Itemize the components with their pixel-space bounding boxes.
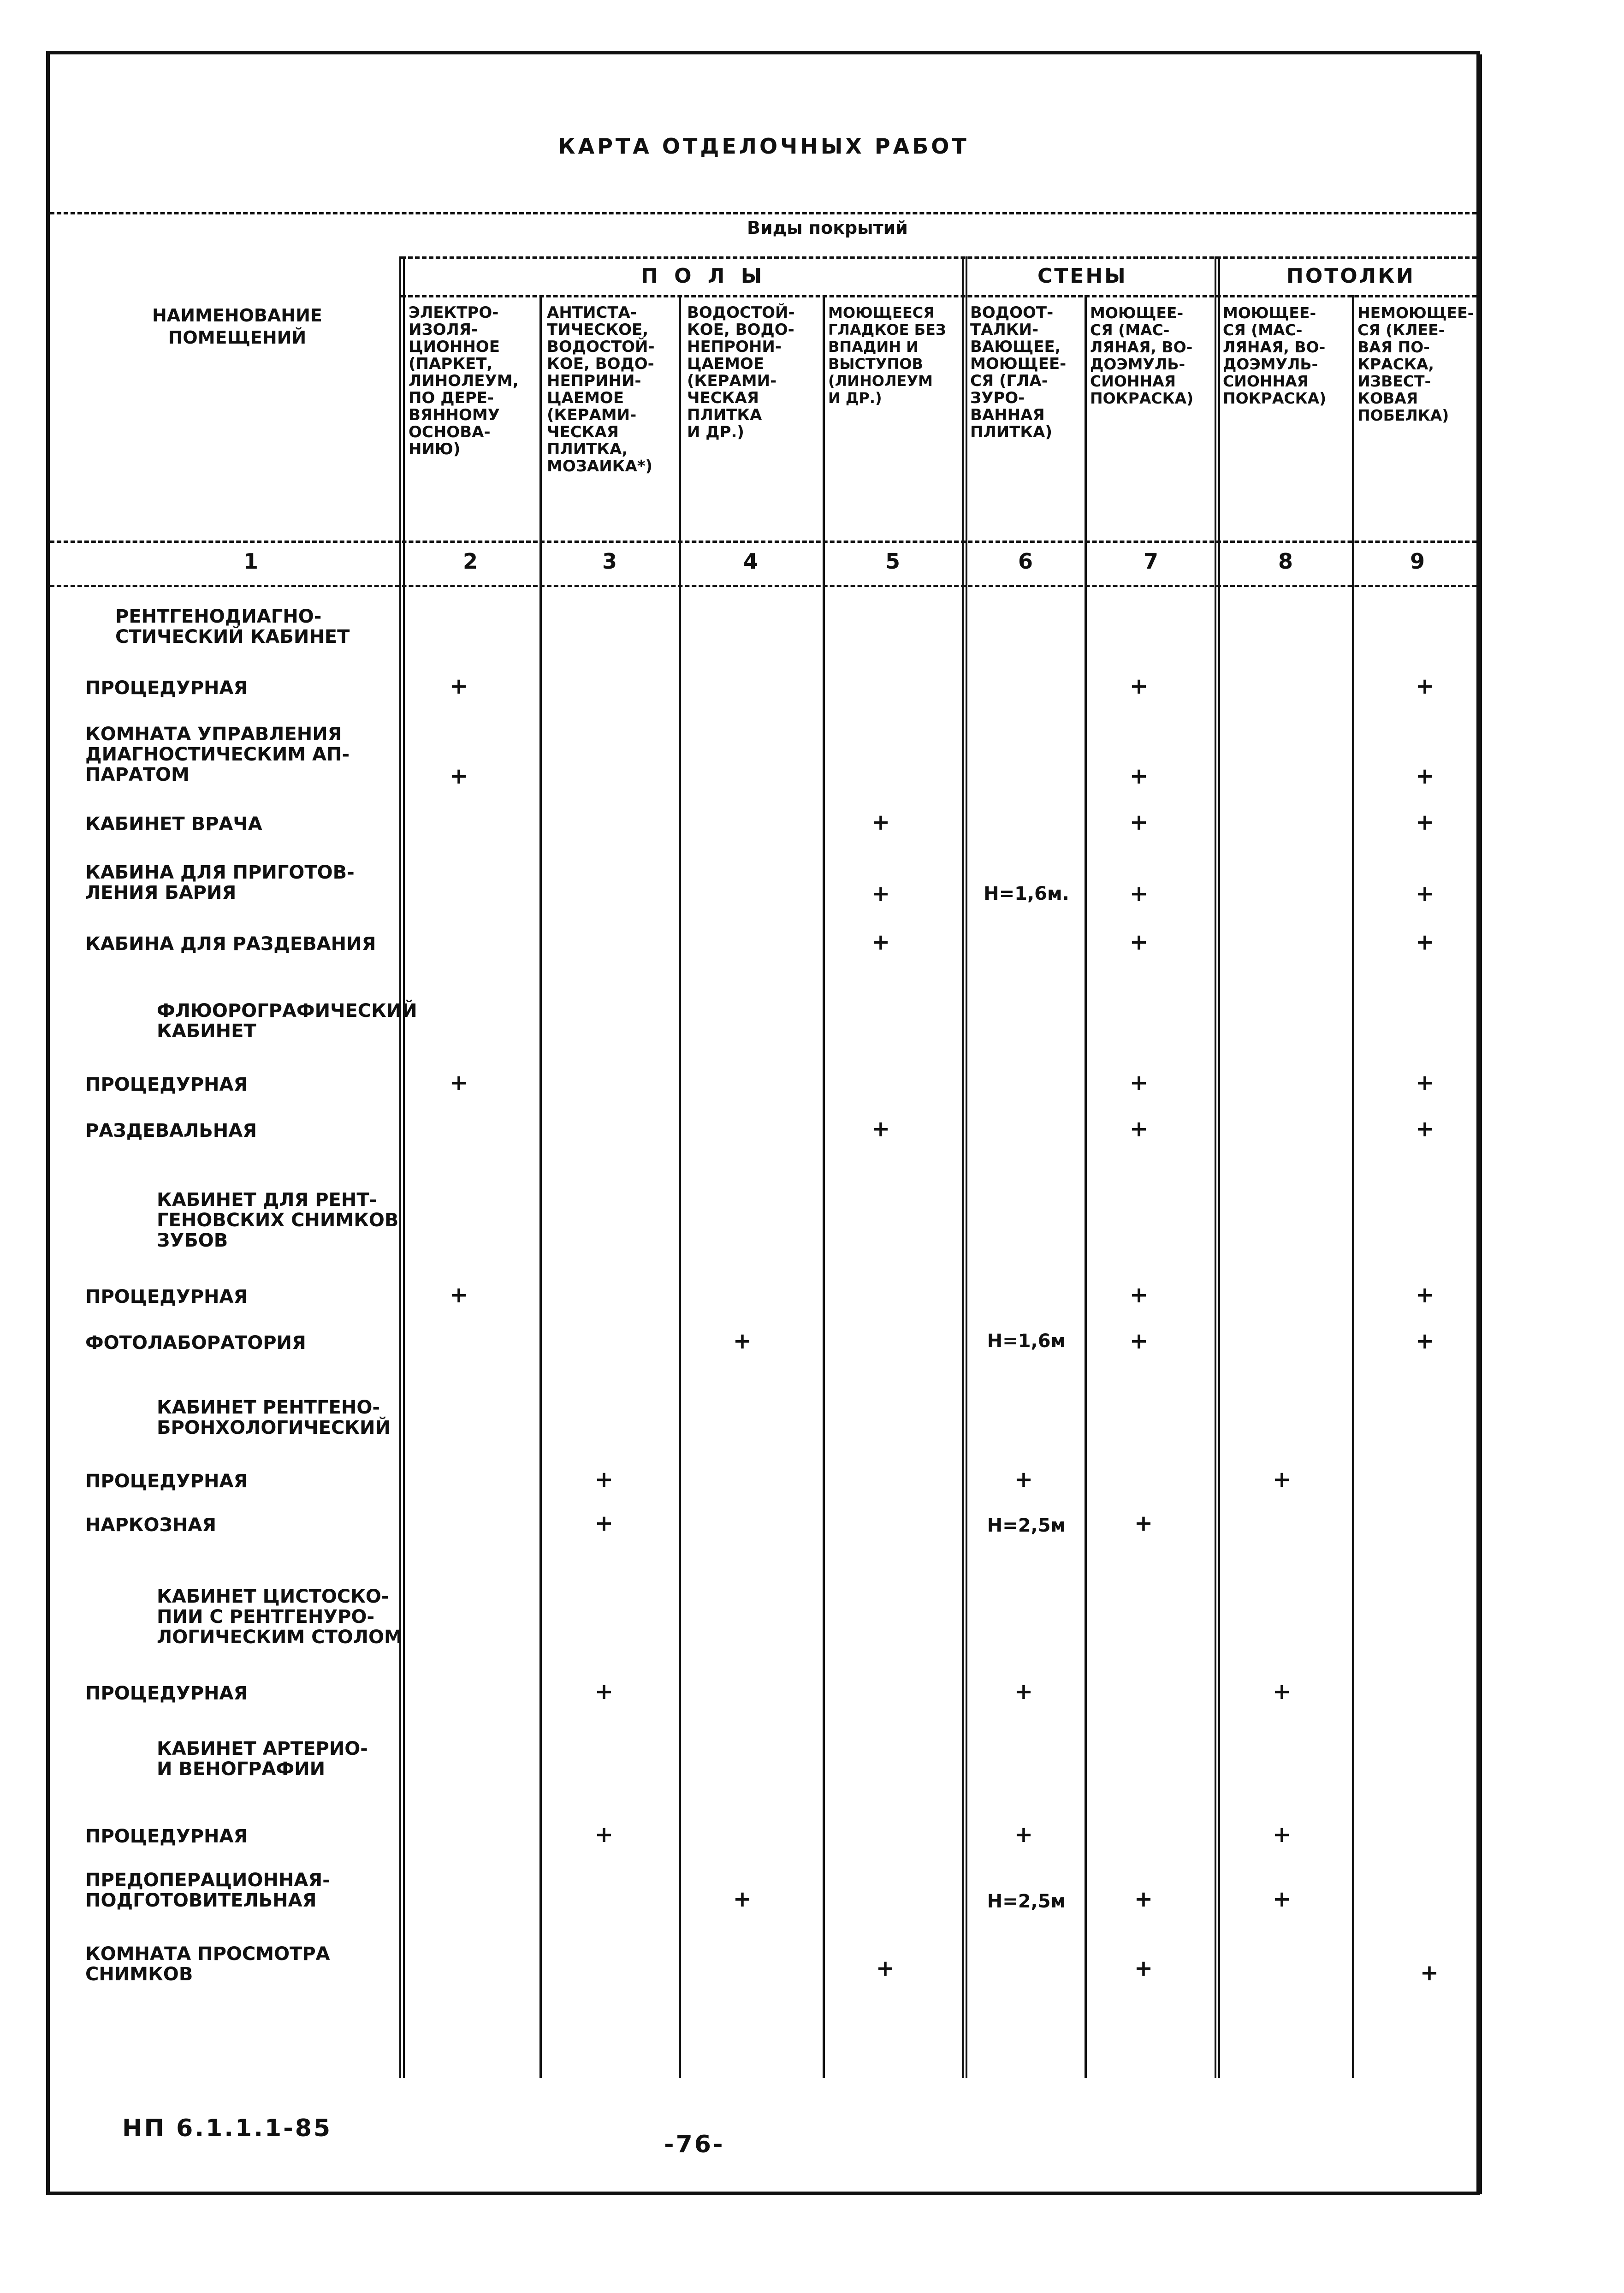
rule-subgroup — [401, 295, 1476, 297]
ceilings-header: ПОТОЛКИ — [1286, 264, 1415, 288]
col-header-8: МОЮЩЕЕ- СЯ (МАС- ЛЯНАЯ, ВО- ДОЭМУЛЬ- СИОННАЯ ПОКРАСКА) — [1223, 304, 1327, 407]
document-title: КАРТА ОТДЕЛОЧНЫХ РАБОТ — [558, 134, 969, 159]
mark: + — [733, 1886, 752, 1912]
col-divider-7 — [1215, 256, 1220, 2078]
height-note: Н=2,5м — [987, 1515, 1066, 1536]
mark: + — [1134, 1510, 1153, 1536]
col-divider-2 — [539, 295, 542, 2078]
mark: + — [1272, 1679, 1292, 1705]
mark: + — [733, 1328, 752, 1354]
mark: + — [871, 809, 890, 835]
col-divider-5 — [962, 256, 967, 2078]
col-number-6: 6 — [1018, 549, 1033, 574]
col-number-9: 9 — [1410, 549, 1425, 574]
col-divider-8 — [1352, 295, 1354, 2078]
mark: + — [1014, 1822, 1033, 1847]
col-header-5: МОЮЩЕЕСЯ ГЛАДКОЕ БЕЗ ВПАДИН И ВЫСТУПОВ (ЛИНОЛЕУМ И ДР.) — [828, 304, 946, 407]
mark: + — [876, 1955, 895, 1981]
col-divider-1 — [399, 256, 405, 2078]
floors-header: П О Л Ы — [641, 264, 767, 288]
mark: + — [594, 1467, 614, 1492]
section-heading: РЕНТГЕНОДИАГНО- СТИЧЕСКИЙ КАБИНЕТ — [115, 606, 350, 648]
mark: + — [1129, 763, 1149, 789]
mark: + — [1134, 1886, 1153, 1912]
room-name: ПРОЦЕДУРНАЯ — [85, 677, 248, 699]
col-divider-6 — [1085, 295, 1087, 2078]
section-heading: КАБИНЕТ РЕНТГЕНО- БРОНХОЛОГИЧЕСКИЙ — [157, 1397, 391, 1438]
col-header-3: АНТИСТА- ТИЧЕСКОЕ, ВОДОСТОЙ- КОЕ, ВОДО- НЕПРИНИ- ЦАЕМОЕ (КЕРАМИ- ЧЕСКАЯ ПЛИТКА, МОЗАИКА*) — [547, 303, 655, 475]
height-note: Н=2,5м — [987, 1891, 1066, 1912]
mark: + — [1272, 1822, 1292, 1847]
mark: + — [1272, 1467, 1292, 1492]
section-heading: КАБИНЕТ АРТЕРИО- И ВЕНОГРАФИИ — [157, 1738, 368, 1780]
room-name: КАБИНА ДЛЯ РАЗДЕВАНИЯ — [85, 933, 376, 955]
room-name: РАЗДЕВАЛЬНАЯ — [85, 1120, 257, 1141]
rule-header — [50, 541, 1476, 543]
room-name: НАРКОЗНАЯ — [85, 1515, 217, 1536]
col-number-7: 7 — [1143, 549, 1158, 574]
col-divider-3 — [679, 295, 681, 2078]
rule-group — [401, 256, 1476, 259]
mark: + — [1014, 1467, 1033, 1492]
height-note: Н=1,6м — [987, 1331, 1066, 1352]
mark: + — [1415, 809, 1434, 835]
room-name: ПРОЦЕДУРНАЯ — [85, 1471, 248, 1492]
mark: + — [1129, 929, 1149, 955]
mark: + — [449, 1282, 468, 1308]
height-note: Н=1,6м. — [984, 883, 1069, 904]
mark: + — [1129, 1328, 1149, 1354]
room-name: ПРОЦЕДУРНАЯ — [85, 1826, 248, 1847]
col-number-2: 2 — [462, 549, 478, 574]
room-name: КАБИНЕТ ВРАЧА — [85, 814, 262, 835]
mark: + — [449, 1070, 468, 1096]
col-header-4: ВОДОСТОЙ- КОЕ, ВОДО- НЕПРОНИ- ЦАЕМОЕ (КЕРАМИ- ЧЕСКАЯ ПЛИТКА И ДР.) — [687, 303, 795, 441]
col-number-1: 1 — [243, 549, 258, 574]
mark: + — [871, 929, 890, 955]
rule-title — [50, 212, 1476, 214]
mark: + — [1134, 1955, 1153, 1981]
room-name: ПРЕДОПЕРАЦИОННАЯ- ПОДГОТОВИТЕЛЬНАЯ — [85, 1870, 330, 1911]
col-header-6: ВОДООТ- ТАЛКИ- ВАЮЩЕЕ, МОЮЩЕЕ- СЯ (ГЛА- ЗУРО- ВАННАЯ ПЛИТКА) — [970, 303, 1067, 441]
mark: + — [1415, 881, 1434, 907]
document-code: НП 6.1.1.1-85 — [122, 2115, 332, 2142]
mark: + — [1415, 1116, 1434, 1142]
room-name: ПРОЦЕДУРНАЯ — [85, 1683, 248, 1704]
room-column-header: НАИМЕНОВАНИЕ ПОМЕЩЕНИЙ — [152, 305, 322, 348]
room-name: КОМНАТА ПРОСМОТРА СНИМКОВ — [85, 1943, 330, 1985]
rule-numbers — [50, 585, 1476, 587]
page-number: -76- — [664, 2131, 725, 2158]
col-number-5: 5 — [885, 549, 900, 574]
mark: + — [594, 1510, 614, 1536]
mark: + — [1415, 763, 1434, 789]
mark: + — [1415, 929, 1434, 955]
mark: + — [449, 763, 468, 789]
section-heading: КАБИНЕТ ЦИСТОСКО- ПИИ С РЕНТГЕНУРО- ЛОГИЧЕСКИМ СТОЛОМ — [157, 1586, 403, 1648]
mark: + — [1129, 673, 1149, 699]
mark: + — [1415, 1328, 1434, 1354]
room-name: КАБИНА ДЛЯ ПРИГОТОВ- ЛЕНИЯ БАРИЯ — [85, 862, 355, 903]
walls-header: СТЕНЫ — [1037, 264, 1127, 288]
section-heading: ФЛЮОРОГРАФИЧЕСКИЙ КАБИНЕТ — [157, 1000, 417, 1042]
mark: + — [1420, 1960, 1439, 1986]
col-number-3: 3 — [602, 549, 617, 574]
mark: + — [1014, 1679, 1033, 1705]
mark: + — [871, 881, 890, 907]
mark: + — [1129, 1282, 1149, 1308]
col-number-4: 4 — [743, 549, 758, 574]
mark: + — [1129, 881, 1149, 907]
mark: + — [1415, 1070, 1434, 1096]
mark: + — [594, 1679, 614, 1705]
mark: + — [449, 673, 468, 699]
room-name: ПРОЦЕДУРНАЯ — [85, 1286, 248, 1307]
col-header-2: ЭЛЕКТРО- ИЗОЛЯ- ЦИОННОЕ (ПАРКЕТ, ЛИНОЛЕУМ, ПО ДЕРЕ- ВЯННОМУ ОСНОВА- НИЮ) — [409, 303, 519, 458]
col-header-9: НЕМОЮЩЕЕ- СЯ (КЛЕЕ- ВАЯ ПО- КРАСКА, ИЗВЕСТ- КОВАЯ ПОБЕЛКА) — [1357, 304, 1474, 424]
section-heading: КАБИНЕТ ДЛЯ РЕНТ- ГЕНОВСКИХ СНИМКОВ ЗУБОВ — [157, 1189, 399, 1251]
room-name: ПРОЦЕДУРНАЯ — [85, 1074, 248, 1095]
mark: + — [1129, 1070, 1149, 1096]
col-divider-4 — [823, 295, 825, 2078]
room-name: КОМНАТА УПРАВЛЕНИЯ ДИАГНОСТИЧЕСКИМ АП- ПАРАТОМ — [85, 724, 350, 785]
mark: + — [1415, 673, 1434, 699]
col-header-7: МОЮЩЕЕ- СЯ (МАС- ЛЯНАЯ, ВО- ДОЭМУЛЬ- СИОННАЯ ПОКРАСКА) — [1090, 304, 1194, 407]
mark: + — [1129, 1116, 1149, 1142]
col-number-8: 8 — [1278, 549, 1293, 574]
mark: + — [871, 1116, 890, 1142]
group-label: Виды покрытий — [747, 218, 908, 238]
room-name: ФОТОЛАБОРАТОРИЯ — [85, 1332, 306, 1354]
mark: + — [594, 1822, 614, 1847]
mark: + — [1272, 1886, 1292, 1912]
mark: + — [1129, 809, 1149, 835]
mark: + — [1415, 1282, 1434, 1308]
